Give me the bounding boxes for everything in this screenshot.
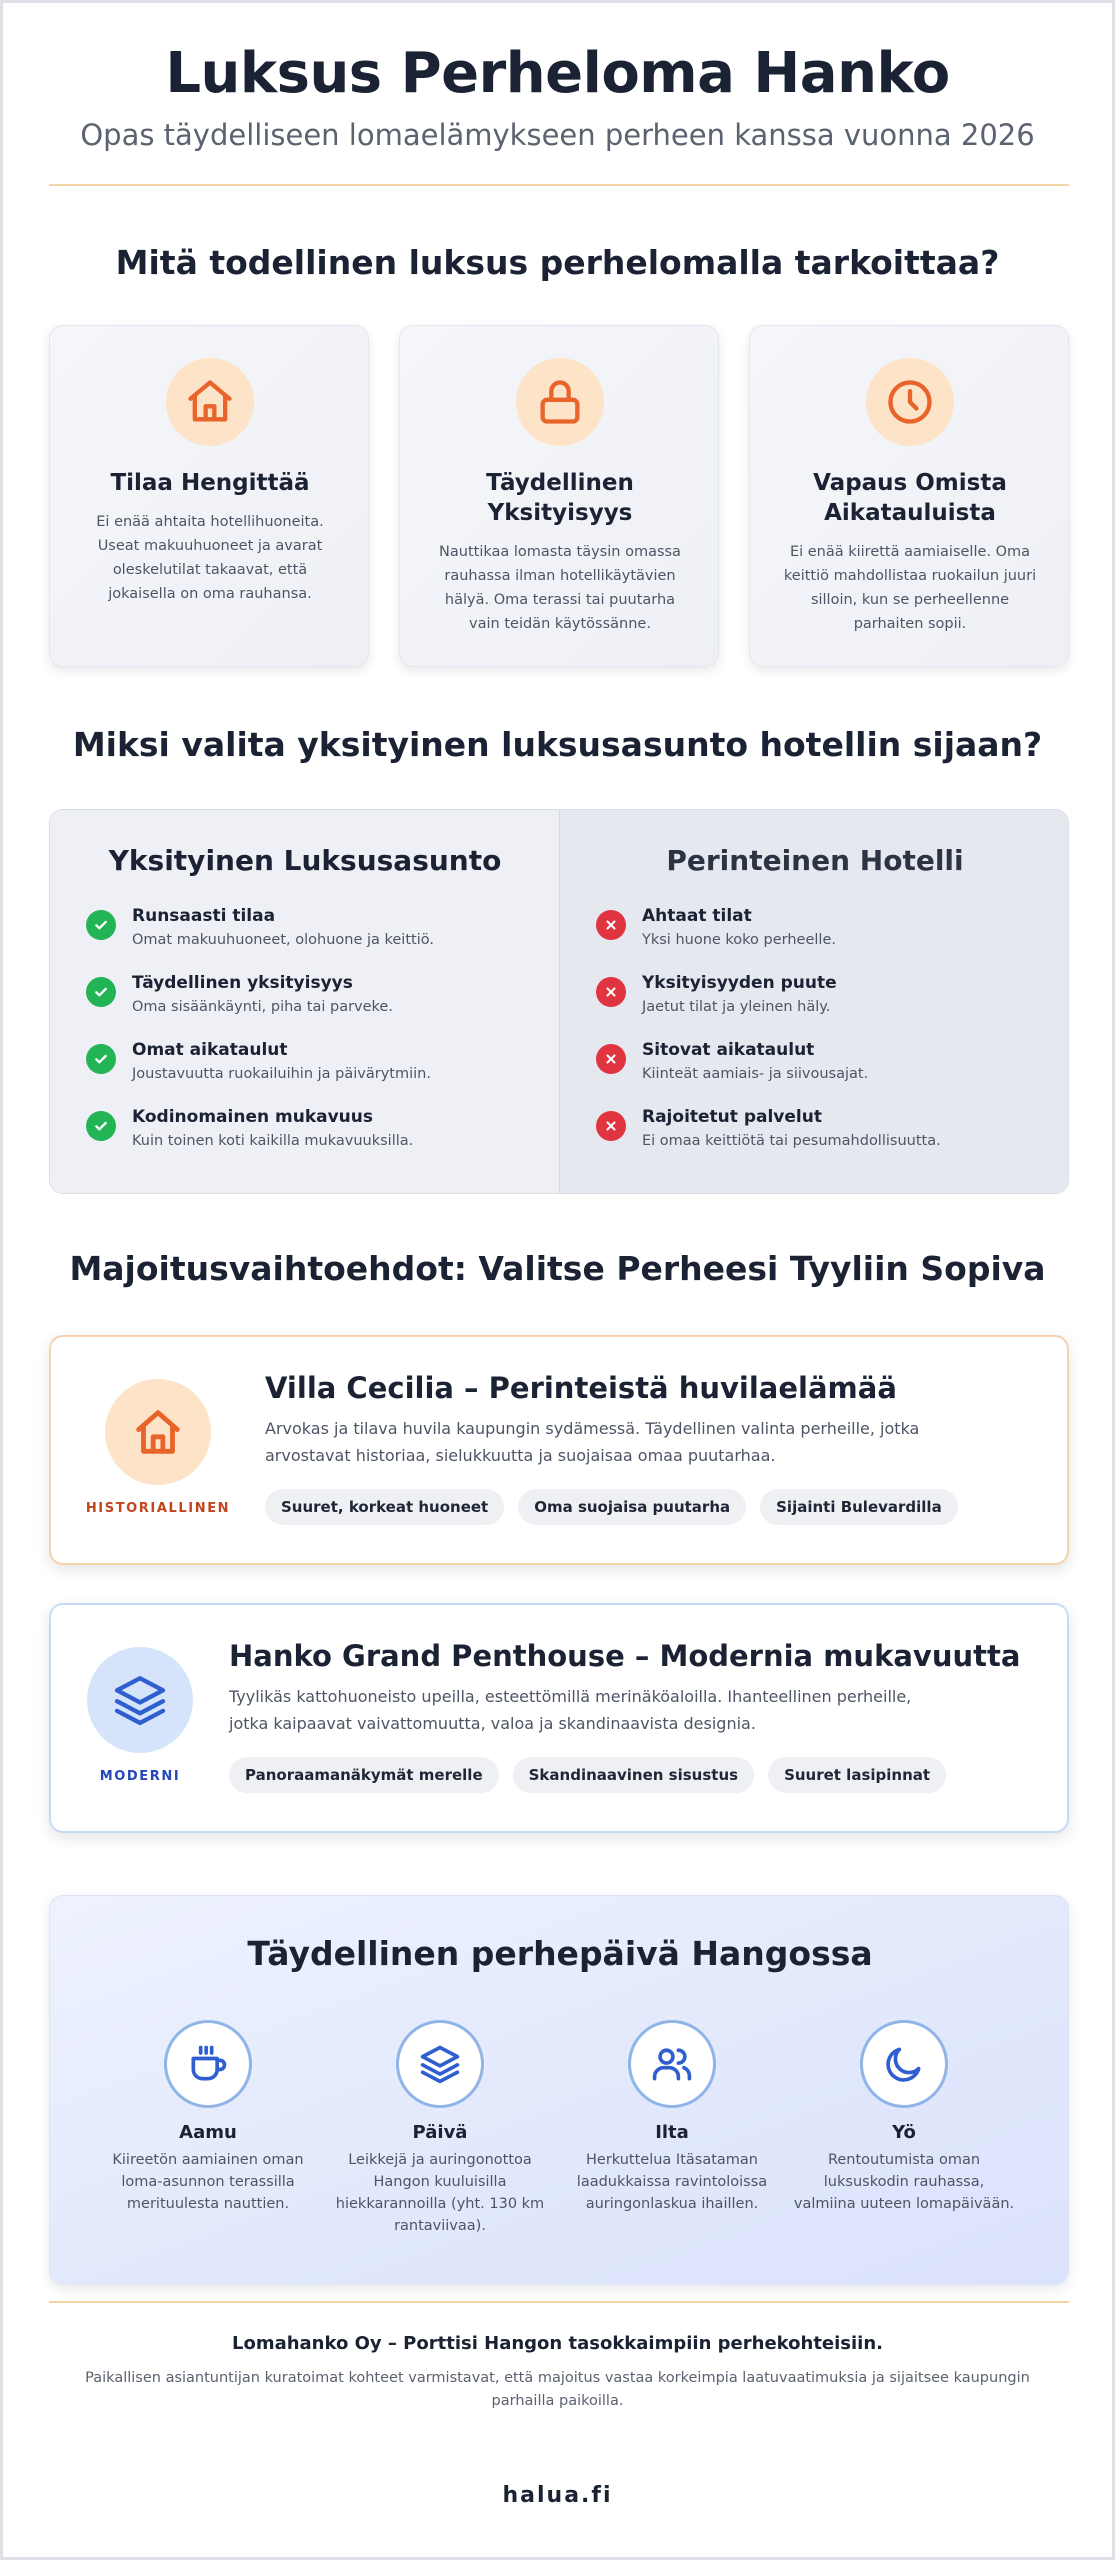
listing-card-grand-penthouse[interactable] bbox=[49, 1603, 1069, 1833]
family-day-section bbox=[49, 1895, 1069, 2285]
comparison-column-apartment bbox=[50, 810, 560, 1194]
check-icon bbox=[86, 1044, 116, 1074]
listings-heading: Majoitusvaihtoehdot: Valitse Perheesi Tyyliin Sopiva bbox=[69, 1249, 1046, 1288]
feature-chip: Panoraamanäkymät merelle bbox=[229, 1757, 499, 1793]
cross-icon bbox=[596, 1044, 626, 1074]
check-icon bbox=[86, 910, 116, 940]
house-icon bbox=[129, 1403, 187, 1461]
comparison-table bbox=[49, 809, 1069, 1194]
feature-title: Tilaa Hengittää bbox=[110, 470, 310, 496]
moon-icon bbox=[882, 2042, 926, 2086]
day-slot-text: Rentoutumista oman luksuskodin rauhassa, valmiina uuteen lomapäivään. bbox=[793, 2152, 1015, 2212]
day-slot-title: Ilta bbox=[655, 2122, 689, 2143]
comparison-column-title: Perinteinen Hotelli bbox=[666, 844, 964, 877]
day-slot-icon-ring bbox=[164, 2020, 252, 2108]
layers-icon bbox=[111, 1671, 169, 1729]
page-title: Luksus Perheloma Hanko bbox=[165, 41, 950, 106]
cross-icon bbox=[596, 977, 626, 1007]
day-slot-evening bbox=[556, 2020, 788, 2215]
feature-icon-circle bbox=[516, 358, 604, 446]
feature-title: Täydellinen Yksityisyys bbox=[486, 470, 634, 526]
day-slot-day bbox=[324, 2020, 556, 2237]
listing-title: Hanko Grand Penthouse – Modernia mukavuutta bbox=[229, 1639, 1021, 1673]
day-slot-icon-ring bbox=[396, 2020, 484, 2108]
clock-icon bbox=[884, 376, 936, 428]
day-slot-icon-ring bbox=[860, 2020, 948, 2108]
layers-icon bbox=[418, 2042, 462, 2086]
people-icon bbox=[650, 2042, 694, 2086]
comparison-item-title: Ahtaat tilat bbox=[642, 906, 752, 926]
comparison-item bbox=[596, 1040, 1056, 1096]
comparison-item bbox=[86, 906, 546, 962]
feature-card-freedom bbox=[749, 325, 1069, 667]
comparison-item-desc: Yksi huone koko perheelle. bbox=[642, 932, 836, 948]
comparison-item bbox=[596, 973, 1056, 1029]
feature-text: Nauttikaa lomasta täysin omassa rauhassa ilman hotellikäytävien hälyä. Oma terassi tai puutarha vain teidän käytössänne. bbox=[439, 544, 681, 632]
comparison-item-desc: Ei omaa keittiötä tai pesumahdollisuutta. bbox=[642, 1133, 941, 1149]
footer-brand-link[interactable]: halua.fi bbox=[502, 2483, 613, 2508]
comparison-item-title: Yksityisyyden puute bbox=[642, 973, 837, 993]
footer-text: Paikallisen asiantuntijan kuratoimat kohteet varmistavat, että majoitus vastaa korkeimpia laatuvaatimuksia ja sijaitsee kaupungin parhailla paikoilla. bbox=[85, 2370, 1030, 2409]
listing-chips bbox=[229, 1757, 946, 1793]
cross-icon bbox=[596, 1111, 626, 1141]
day-slot-text: Herkuttelua Itäsataman laadukkaissa ravintoloissa auringonlaskua ihaillen. bbox=[576, 2152, 768, 2212]
check-icon bbox=[86, 977, 116, 1007]
feature-chip: Suuret, korkeat huoneet bbox=[265, 1489, 504, 1525]
listing-description: Tyylikäs kattohuoneisto upeilla, esteettömillä merinäköaloilla. Ihanteellinen perheille, jotka kaipaavat vaivattomuutta, valoa ja skandinaavista designia. bbox=[229, 1687, 912, 1733]
listing-description: Arvokas ja tilava huvila kaupungin sydämessä. Täydellinen valinta perheille, jotka arvostavat historiaa, sielukkuutta ja suojaisaa omaa puutarhaa. bbox=[265, 1419, 920, 1465]
feature-card-space bbox=[49, 325, 369, 667]
header-divider bbox=[49, 184, 1069, 186]
feature-icon-circle bbox=[866, 358, 954, 446]
check-icon bbox=[86, 1111, 116, 1141]
day-slot-night bbox=[788, 2020, 1020, 2215]
comparison-item-desc: Omat makuuhuoneet, olohuone ja keittiö. bbox=[132, 932, 434, 948]
comparison-item-desc: Kuin toinen koti kaikilla mukavuuksilla. bbox=[132, 1133, 414, 1149]
comparison-column-hotel bbox=[560, 810, 1069, 1194]
comparison-item-title: Kodinomainen mukavuus bbox=[132, 1107, 373, 1127]
day-slot-title: Yö bbox=[892, 2122, 916, 2143]
lock-icon bbox=[534, 376, 586, 428]
day-slot-icon-ring bbox=[628, 2020, 716, 2108]
feature-text: Ei enää ahtaita hotellihuoneita. Useat makuuhuoneet ja avarat oleskelutilat takaavat, että jokaisella on oma rauhansa. bbox=[96, 514, 324, 602]
listing-title: Villa Cecilia – Perinteistä huvilaelämää bbox=[265, 1371, 897, 1405]
comparison-item-title: Sitovat aikataulut bbox=[642, 1040, 815, 1060]
comparison-item-desc: Kiinteät aamiais- ja siivousajat. bbox=[642, 1066, 869, 1082]
listing-tag: HISTORIALLINEN bbox=[85, 1501, 231, 1516]
page bbox=[3, 3, 1112, 2557]
day-slot-text: Leikkejä ja auringonottoa Hangon kuuluisilla hiekkarannoilla (yht. 130 km rantaviivaa). bbox=[335, 2152, 545, 2234]
comparison-item-title: Rajoitetut palvelut bbox=[642, 1107, 822, 1127]
comparison-heading: Miksi valita yksityinen luksusasunto hotellin sijaan? bbox=[72, 725, 1043, 764]
comparison-item-title: Runsaasti tilaa bbox=[132, 906, 276, 926]
feature-title: Vapaus Omista Aikatauluista bbox=[813, 470, 1007, 526]
page-subtitle: Opas täydelliseen lomaelämykseen perheen kanssa vuonna 2026 bbox=[80, 118, 1035, 152]
feature-card-privacy bbox=[399, 325, 719, 667]
family-day-heading: Täydellinen perhepäivä Hangossa bbox=[247, 1934, 873, 1973]
listing-icon-circle bbox=[105, 1379, 211, 1485]
comparison-item bbox=[86, 1040, 546, 1096]
comparison-column-title: Yksityinen Luksusasunto bbox=[108, 844, 502, 877]
features-heading: Mitä todellinen luksus perhelomalla tarkoittaa? bbox=[115, 243, 1000, 282]
day-slot-text: Kiireetön aamiainen oman loma-asunnon terassilla merituulesta nauttien. bbox=[112, 2152, 304, 2212]
footer-divider bbox=[49, 2301, 1069, 2303]
comparison-item-desc: Oma sisäänkäynti, piha tai parveke. bbox=[132, 999, 393, 1015]
day-slot-morning bbox=[92, 2020, 324, 2215]
comparison-item bbox=[86, 1107, 546, 1163]
feature-chip: Oma suojaisa puutarha bbox=[518, 1489, 746, 1525]
comparison-item-desc: Jaetut tilat ja yleinen häly. bbox=[642, 999, 831, 1015]
listing-chips bbox=[265, 1489, 958, 1525]
day-slot-title: Aamu bbox=[179, 2122, 237, 2143]
feature-chip: Skandinaavinen sisustus bbox=[513, 1757, 754, 1793]
day-slot-title: Päivä bbox=[412, 2122, 468, 2143]
cross-icon bbox=[596, 910, 626, 940]
comparison-item-desc: Joustavuutta ruokailuihin ja päivärytmiin. bbox=[132, 1066, 431, 1082]
coffee-icon bbox=[186, 2042, 230, 2086]
comparison-item bbox=[86, 973, 546, 1029]
footer-title: Lomahanko Oy – Porttisi Hangon tasokkaimpiin perhekohteisiin. bbox=[231, 2333, 884, 2354]
listing-card-villa-cecilia[interactable] bbox=[49, 1335, 1069, 1565]
listing-tag: MODERNI bbox=[99, 1769, 181, 1784]
feature-text: Ei enää kiirettä aamiaiselle. Oma keittiö mahdollistaa ruokailun juuri silloin, kun se perheellenne parhaiten sopii. bbox=[783, 544, 1037, 632]
comparison-item bbox=[596, 906, 1056, 962]
feature-chip: Sijainti Bulevardilla bbox=[760, 1489, 958, 1525]
feature-chip: Suuret lasipinnat bbox=[768, 1757, 946, 1793]
house-icon bbox=[184, 376, 236, 428]
comparison-item-title: Omat aikataulut bbox=[132, 1040, 288, 1060]
comparison-item bbox=[596, 1107, 1056, 1163]
listing-icon-circle bbox=[87, 1647, 193, 1753]
comparison-item-title: Täydellinen yksityisyys bbox=[132, 973, 353, 993]
feature-icon-circle bbox=[166, 358, 254, 446]
